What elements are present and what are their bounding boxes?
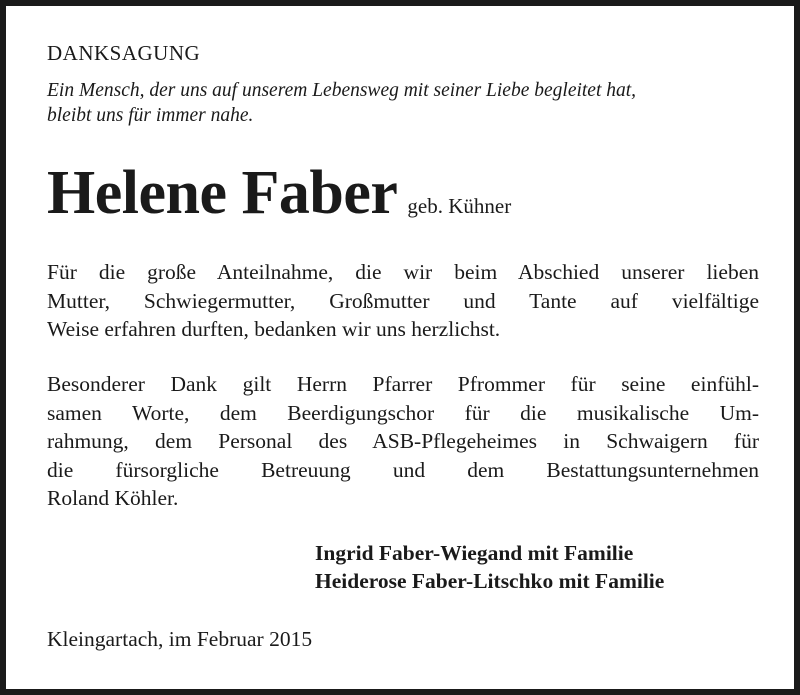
thanks-paragraph <box>47 258 759 344</box>
signatures <box>315 539 664 595</box>
paragraph-line: rahmung, dem Personal des ASB-Pflegeheimes in Schwaigern für <box>47 429 759 453</box>
motto-line: bleibt uns für immer nahe. <box>47 105 254 126</box>
paragraph-line: Mutter, Schwiegermutter, Großmutter und Tante auf vielfältige <box>47 288 759 313</box>
signature-line: Heiderose Faber-Litschko mit Familie <box>315 569 665 593</box>
paragraph-line: die fürsorgliche Betreuung und dem Bestattungsunternehmen <box>47 457 759 482</box>
paragraph-line: samen Worte, dem Beerdigungschor für die musikalische Um- <box>47 400 759 425</box>
signature-line: Ingrid Faber-Wiegand mit Familie <box>315 541 634 565</box>
deceased-name: Helene Faber <box>47 159 398 227</box>
place-date: Kleingartach, im Februar 2015 <box>47 627 313 651</box>
motto-line: Ein Mensch, der uns auf unserem Lebensweg mit seiner Liebe begleitet hat, <box>47 80 637 101</box>
paragraph-line: Für die große Anteilnahme, die wir beim Abschied unserer lieben <box>47 260 759 284</box>
deceased-name-line <box>47 161 511 241</box>
paragraph-line: Weise erfahren durften, bedanken wir uns herzlichst. <box>47 317 501 341</box>
paragraph-line: Roland Köhler. <box>47 486 179 510</box>
birth-name: geb. Kühner <box>407 194 512 218</box>
motto-quote <box>47 78 636 128</box>
special-thanks-paragraph <box>47 370 759 513</box>
paragraph-line: Besonderer Dank gilt Herrn Pfarrer Pfrommer für seine einfühl- <box>47 372 759 396</box>
notice-heading: DANKSAGUNG <box>47 41 201 65</box>
